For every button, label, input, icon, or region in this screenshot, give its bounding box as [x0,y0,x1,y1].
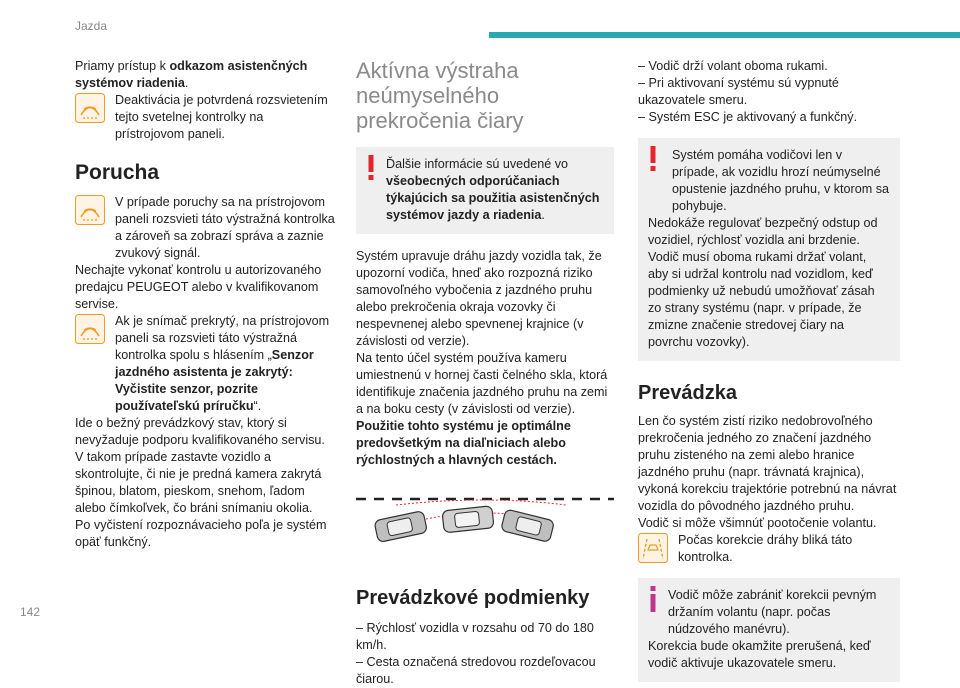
header-accent-bar [489,32,960,38]
blink-paragraph: Počas korekcie dráhy bliká táto kontrolka. [638,532,900,566]
deactivation-paragraph: Deaktivácia je potvrdená rozsvietením tejto svetelnej kontrolky na prístrojovom paneli. [75,92,335,143]
list-item: – Rýchlosť vozidla v rozsahu od 70 do 180 km/h. [356,621,594,652]
stop-check-paragraph: V takom prípade zastavte vozidlo a skontrolujte, či nie je predná kamera zakrytá špinou, blatom, pieskom, snehom, ľadom alebo čímkoľvek, čo bráni snímaniu okolia. [75,450,322,515]
list-item: – Cesta označená stredovou rozdeľovacou čiarou. [356,655,596,686]
exclamation-warning-icon [366,155,376,181]
normal-state-paragraph: Ide o bežný prevádzkový stav, ktorý si nevyžaduje podporu kvalifikovaného servisu. [75,416,325,447]
info-icon [648,586,658,612]
intro-paragraph: Priamy prístup k odkazom asistenčných systémov riadenia. [75,59,308,90]
steering-feel-paragraph: Vodič si môže všimnúť pootočenie volantu. [638,516,877,530]
column-right [638,58,900,682]
optimal-paragraph: Použitie tohto systému je optimálne predovšetkým na diaľniciach alebo rýchlostných a hlavných cestách. [356,419,571,467]
warning-box [638,138,900,361]
list-item: – Vodič drží volant oboma rukami. [638,59,828,73]
lane-keeping-lamp-icon [638,533,668,563]
page-number: 142 [20,605,41,619]
section-header: Jazda [75,19,108,33]
note-text: Ďalšie informácie sú uvedené vo všeobecných odporúčaniach týkajúcich sa použitia asistenčných systémov jazdy a riadenia. [386,157,600,222]
list-item: – Pri aktivovaní systému sú vypnuté ukazovatele smeru. [638,76,839,107]
fault-service-paragraph: Nechajte vykonať kontrolu u autorizovaného predajcu PEUGEOT alebo v kvalifikovanom servise. [75,263,322,311]
list-item: – Systém ESC je aktivovaný a funkčný. [638,110,858,124]
fault-paragraph: V prípade poruchy sa na prístrojovom paneli rozsvieti táto výstražná kontrolka a zároveň sa zobrazí správa a zaznie zvukový signál. [75,194,335,262]
conditions-list-continued [638,58,900,126]
conditions-list [356,620,614,688]
sensor-covered-paragraph: Ak je snímač prekrytý, na prístrojovom paneli sa rozsvieti táto výstražná kontrolka spolu s hlásením „Senzor jazdného asistenta je zakrytý: Vyčistite senzor, pozrite používateľskú príručku“. [75,313,335,415]
conditions-heading: Prevádzkové podmienky [356,587,590,609]
operation-paragraph: Len čo systém zistí riziko nedobrovoľného prekročenia jedného zo značení jazdného pruhu zisteného na zemi alebo hranice jazdného pruhu (napr. trávnatá krajnica), vykoná korekciu trajektórie potrebnú na návrat vozidla do pôvodného jazdného pruhu. [638,414,897,513]
warning-text-2: Nedokáže regulovať bezpečný odstup od vozidiel, rýchlosť vozidla ani brzdenie. [648,216,878,247]
column-left [75,58,335,551]
operation-heading: Prevádzka [638,382,737,404]
info-text-2: Korekcia bude okamžite prerušená, keď vodič aktivuje ukazovatele smeru. [648,639,871,670]
info-box [638,578,900,682]
note-box [356,147,614,234]
warning-text-3: Vodič musí oboma rukami držať volant, aby si udržal kontrolu nad vozidlom, keď podmienky už nebudú umožňovať zásah zo strany systému (napr. v prípade, že zmizne značenie stredovej čiary na povrchu vozovky). [648,250,875,349]
lane-keeping-illustration [356,489,614,559]
column-middle [356,58,614,688]
lane-warning-lamp-icon [75,314,105,344]
lane-warning-lamp-icon [75,93,105,123]
warning-text-1: Systém pomáha vodičovi len v prípade, ak vozidlu hrozí neúmyselné opustenie jazdného pruhu, v ktorom sa pohybuje. [672,148,890,213]
fault-heading: Porucha [75,161,160,184]
camera-paragraph: Na tento účel systém používa kameru umiestnenú v hornej časti čelného skla, ktorá identifikuje značenia jazdného pruhu na zemi a na boku cesty (v závislosti od verzie). [356,351,608,416]
exclamation-warning-icon [648,146,658,172]
clean-paragraph: Po vyčistení rozpoznávacieho poľa je systém opäť funkčný. [75,518,327,549]
lane-warning-lamp-icon [75,195,105,225]
system-paragraph: Systém upravuje dráhu jazdy vozidla tak, že upozorní vodiča, hneď ako rozpozná riziko samovoľného vybočenia z jazdného pruhu alebo prekročenia okraja vozovky či nespevnenej alebo spevnenej krajnice (v závislosti od verzie). [356,249,602,348]
section-title: Aktívna výstraha neúmyselného prekročenia čiary [356,58,524,133]
info-text-1: Vodič môže zabrániť korekcii pevným držaním volantu (napr. počas núdzového manévru). [668,588,877,636]
